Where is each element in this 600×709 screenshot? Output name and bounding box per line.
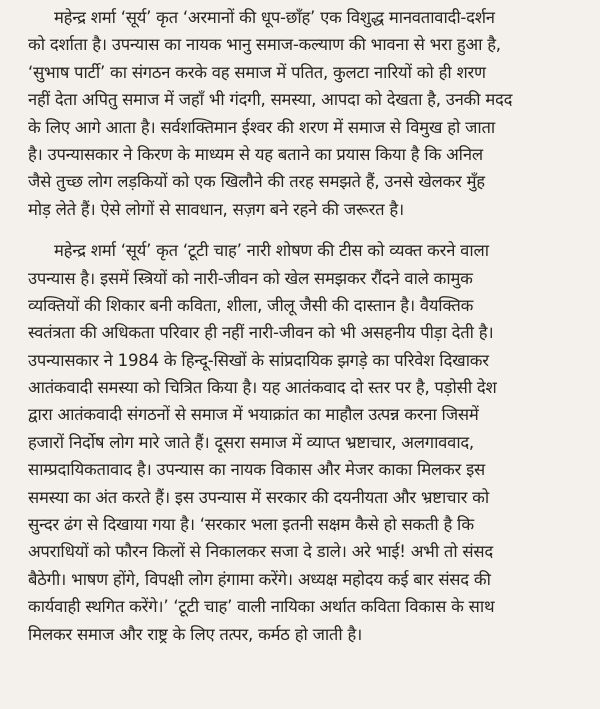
text-line: महेन्द्र शर्मा ‘सूर्य’ कृत ‘अरमानों की धूप-छाँह’ एक विशुद्ध मानवतावादी-दर्शन: [54, 8, 495, 27]
text-line: है। उपन्यासकार ने किरण के माध्यम से यह बताने का प्रयास किया है कि अनिल: [28, 144, 483, 164]
text-line: नहीं देता अपितु समाज में जहाँ भी गंदगी, समस्या, आपदा को देखता है, उनकी मदद: [28, 90, 513, 110]
text-line: स्वतंत्रता की अधिकता परिवार ही नहीं नारी-जीवन को भी असहनीय पीड़ा देती है।: [28, 323, 494, 343]
text-line: मिलकर समाज और राष्ट्र के लिए तत्पर, कर्मठ हो जाती है।: [28, 624, 363, 644]
text-line: जैसे तुच्छ लोग लड़कियों को एक खिलौने की तरह समझते हैं, उनसे खेलकर मुँह: [28, 172, 485, 192]
text-line: उपन्यास है। इसमें स्त्रियों को नारी-जीवन को खेल समझकर रौंदने वाले कामुक: [28, 268, 473, 288]
text-line: व्यक्तियों की शिकार बनी कविता, शीला, जीलू जैसी की दास्तान है। वैयक्तिक: [28, 295, 474, 315]
text-line: हजारों निर्दोष लोग मारे जाते हैं। दूसरा समाज में व्याप्त भ्रष्टाचार, अलगाववाद,: [28, 432, 474, 452]
text-line: उपन्यासकार ने 1984 के हिन्दू-सिखों के सांप्रदायिक झगड़े का परिवेश दिखाकर: [28, 350, 489, 370]
text-line: कार्यवाही स्थगित करेंगे।’ ‘टूटी चाह’ वाली नायिका अर्थात कविता विकास के साथ: [28, 597, 495, 617]
text-line: मोड़ लेते हैं। ऐसे लोगों से सावधान, सज़ग बने रहने की जरूरत है।: [28, 199, 404, 219]
text-line: आतंकवादी समस्या को चित्रित किया है। यह आतंकवाद दो स्तर पर है, पड़ोसी देश: [28, 378, 497, 398]
text-line: ‘सुभाष पार्टी’ का संगठन करके वह समाज में पतित, कुलटा नारियों को ही शरण: [28, 62, 486, 82]
text-line: को दर्शाता है। उपन्यास का नायक भानु समाज-कल्याण की भावना से भरा हुआ है,: [28, 35, 501, 55]
text-line: सुन्दर ढंग से दिखाया गया है। ‘सरकार भला इतनी सक्षम कैसे हो सकती है कि: [28, 515, 474, 535]
text-line: साम्प्रदायिकतावाद है। उपन्यास का नायक विकास और मेजर काका मिलकर इस: [28, 460, 485, 480]
text-line: के लिए आगे आता है। सर्वशक्तिमान ईश्वर की शरण में समाज से विमुख हो जाता: [28, 117, 495, 137]
text-line: समस्या का अंत करते हैं। इस उपन्यास में सरकार की दयनीयता और भ्रष्टाचार को: [28, 487, 489, 507]
paragraph-tooti-chaah: [28, 237, 590, 648]
text-line: बैठेगी। भाषण होंगे, विपक्षी लोग हंगामा करेंगे। अध्यक्ष महोदय कई बार संसद की: [28, 569, 491, 589]
text-line: महेन्द्र शर्मा ‘सूर्य’ कृत ‘टूटी चाह’ नारी शोषण की टीस को व्यक्त करने वाला: [54, 241, 489, 261]
text-line: अपराधियों को फौरन किलों से निकालकर सजा दे डाले। अरे भाई! अभी तो संसद: [28, 542, 493, 562]
text-line: द्वारा आतंकवादी संगठनों से समाज में भयाक्रांत का माहौल उत्पन्न करना जिसमें: [28, 405, 479, 425]
paragraph-armanon-ki-dhoop-chhanh: [28, 4, 590, 223]
